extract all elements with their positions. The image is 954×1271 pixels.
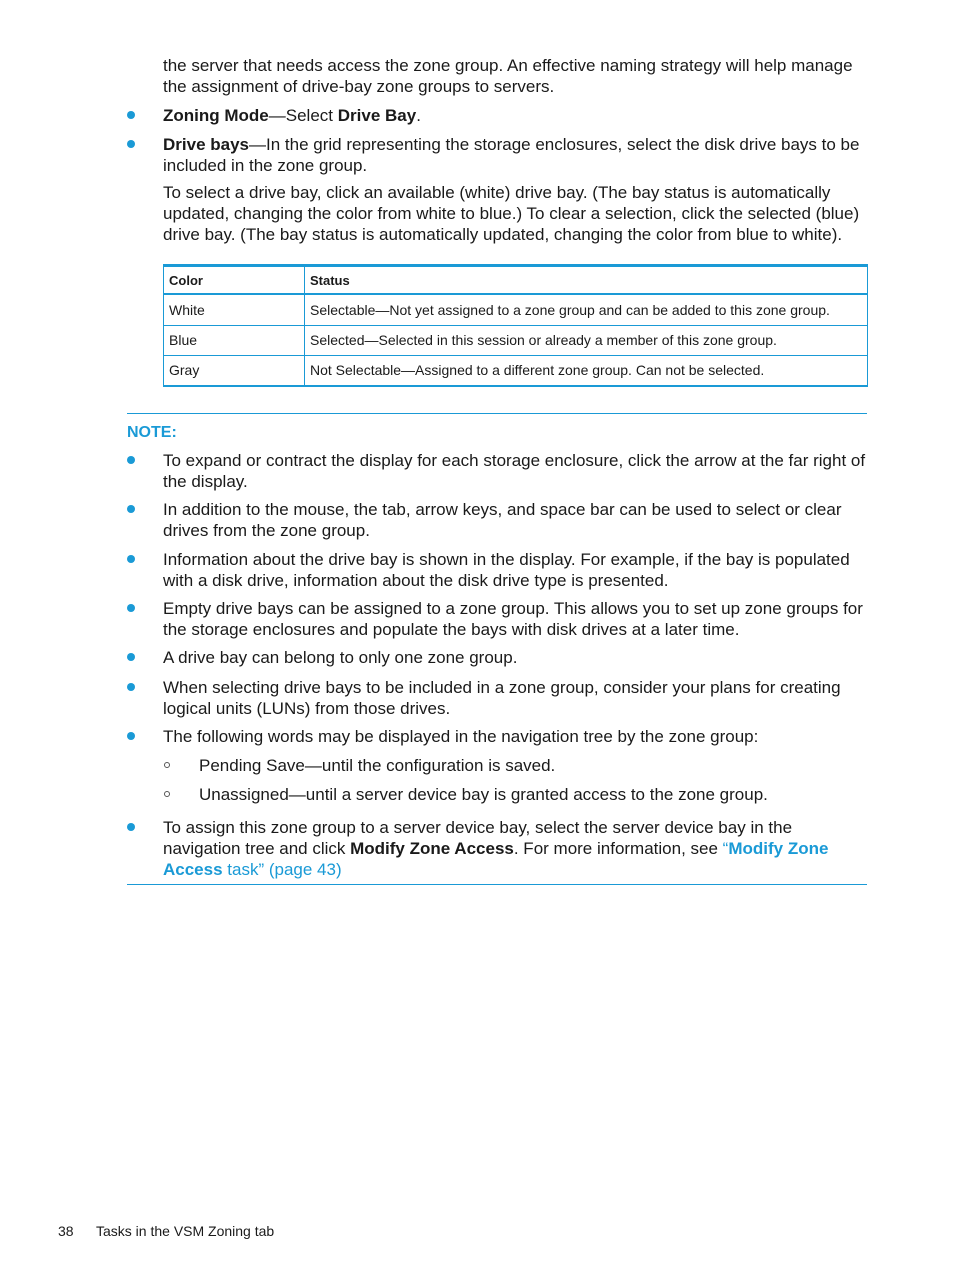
note-item: A drive bay can belong to only one zone group. xyxy=(163,648,518,667)
table-header-color: Color xyxy=(164,266,305,295)
assign-text-bold: Modify Zone Access xyxy=(350,839,514,858)
bullet-icon xyxy=(127,555,135,563)
bullet-icon xyxy=(127,505,135,513)
table-cell-color: Gray xyxy=(164,355,305,386)
note-item: Information about the drive bay is shown in the display. For example, if the bay is populated with a disk drive, information about the disk drive type is presented. xyxy=(163,550,850,590)
table-cell-color: Blue xyxy=(164,325,305,355)
zoning-mode-item xyxy=(163,105,869,126)
bullet-icon xyxy=(127,823,135,831)
table-header-status: Status xyxy=(305,266,868,295)
assign-text-pre: To assign this zone group to a server device bay, select the server device bay in the navigation tree and click xyxy=(163,818,793,858)
drive-bays-term: Drive bays xyxy=(163,135,249,154)
table-row xyxy=(164,325,868,355)
bullet-icon xyxy=(127,140,135,148)
table-row xyxy=(164,355,868,386)
page-number: 38 xyxy=(58,1223,74,1239)
assign-text-mid: . For more information, see xyxy=(513,839,723,858)
zoning-mode-value: Drive Bay xyxy=(337,106,417,125)
note-item: Empty drive bays can be assigned to a zone group. This allows you to set up zone groups for the storage enclosures and populate the bays with disk drives at a later time. xyxy=(163,599,863,639)
sub-bullet-icon xyxy=(164,762,170,768)
sub-bullet-icon xyxy=(164,791,170,797)
footer-section-title: Tasks in the VSM Zoning tab xyxy=(96,1223,275,1239)
bullet-icon xyxy=(127,732,135,740)
note-subitem: Pending Save—until the configuration is saved. xyxy=(199,756,556,775)
table-header-row xyxy=(164,266,868,295)
table-cell-status: Selectable—Not yet assigned to a zone group and can be added to this zone group. xyxy=(305,294,868,325)
note-item: In addition to the mouse, the tab, arrow keys, and space bar can be used to select or clear drives from the zone group. xyxy=(163,500,842,540)
note-label: NOTE: xyxy=(127,424,177,441)
zoning-mode-end: . xyxy=(416,106,421,125)
drive-bays-text: —In the grid representing the storage enclosures, select the disk drive bays to be included in the zone group. xyxy=(163,135,860,175)
drive-bays-item xyxy=(163,134,869,176)
bullet-icon xyxy=(127,683,135,691)
table-cell-color: White xyxy=(164,294,305,325)
bullet-icon xyxy=(127,456,135,464)
table-row xyxy=(164,294,868,325)
drive-bays-paragraph: To select a drive bay, click an available (white) drive bay. (The bay status is automatically updated, changing the color from white to blue.) To clear a selection, click the selected (blue) drive bay. (The bay status is automatically updated, changing the color from blue to white). xyxy=(163,183,860,244)
table-cell-status: Not Selectable—Assigned to a different zone group. Can not be selected. xyxy=(305,355,868,386)
note-item: When selecting drive bays to be included in a zone group, consider your plans for creating logical units (LUNs) from those drives. xyxy=(163,678,841,718)
note-subitem: Unassigned—until a server device bay is granted access to the zone group. xyxy=(199,785,768,804)
table-cell-status: Selected—Selected in this session or already a member of this zone group. xyxy=(305,325,868,355)
zoning-mode-dash: —Select xyxy=(268,106,338,125)
bullet-icon xyxy=(127,604,135,612)
bullet-icon xyxy=(127,653,135,661)
note-bottom-divider xyxy=(127,884,867,885)
bay-status-table xyxy=(163,264,868,387)
zoning-mode-term: Zoning Mode xyxy=(163,106,269,125)
intro-paragraph: the server that needs access the zone group. An effective naming strategy will help manage the assignment of drive-bay zone groups to servers. xyxy=(163,56,853,96)
note-top-divider xyxy=(127,413,867,414)
bullet-icon xyxy=(127,111,135,119)
modify-zone-access-link[interactable]: “Modify Zone Access task” (page 43) xyxy=(163,839,829,879)
note-item: To expand or contract the display for each storage enclosure, click the arrow at the far right of the display. xyxy=(163,451,866,491)
note-item: The following words may be displayed in the navigation tree by the zone group: xyxy=(163,727,759,746)
note-item-assign xyxy=(163,817,869,880)
